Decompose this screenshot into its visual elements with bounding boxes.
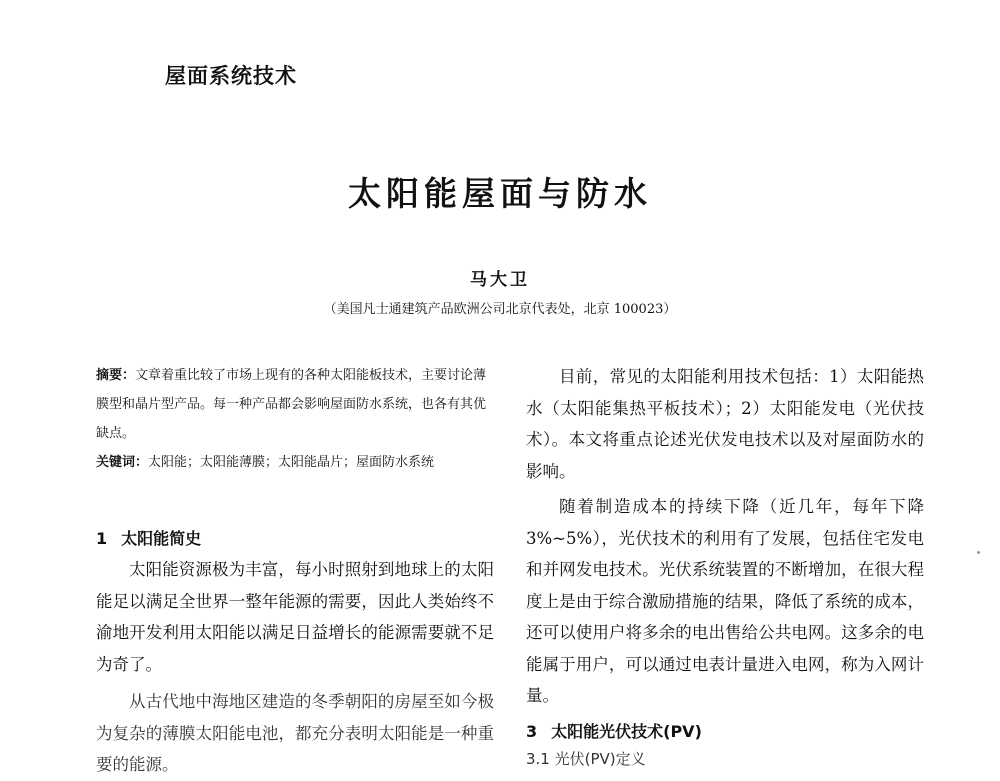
section-1-number: 1 <box>96 529 108 548</box>
body-paragraph-right-1: 目前，常见的太阳能利用技术包括：1）太阳能热水（太阳能集热平板技术）；2）太阳能发电（光伏技术）。本文将重点论述光伏发电技术以及对屋面防水的影响。 <box>526 367 924 481</box>
section-1-title: 太阳能简史 <box>121 529 202 548</box>
section-3-heading <box>526 719 702 742</box>
section-3-title: 太阳能光伏技术(PV) <box>551 722 702 741</box>
section-3-number: 3 <box>526 722 538 741</box>
keywords-text: 太阳能；太阳能薄膜；太阳能晶片；屋面防水系统 <box>148 455 435 470</box>
author-affiliation: （美国凡士通建筑产品欧洲公司北京代表处，北京 100023） <box>323 302 677 317</box>
article-title: 太阳能屋面与防水 <box>348 174 652 213</box>
keywords-line <box>96 448 496 477</box>
subsection-3-1-heading: 3.1 光伏(PV)定义 <box>526 750 646 768</box>
scan-speck <box>977 551 980 554</box>
abstract-paragraph <box>96 361 496 448</box>
abstract-label: 摘要： <box>96 368 136 383</box>
abstract-text: 文章着重比较了市场上现有的各种太阳能板技术，主要讨论薄膜型和晶片型产品。每一种产品都会影响屋面防水系统，也各有其优缺点。 <box>96 368 487 441</box>
journal-section-label: 屋面系统技术 <box>165 64 297 88</box>
body-paragraph-left-2: 从古代地中海地区建造的冬季朝阳的房屋至如今极为复杂的薄膜太阳能电池，都充分表明太阳能是一种重要的能源。 <box>96 692 494 774</box>
abstract-block <box>96 361 496 477</box>
body-paragraph-left-1: 太阳能资源极为丰富，每小时照射到地球上的太阳能足以满足全世界一整年能源的需要，因此人类始终不渝地开发利用太阳能以满足日益增长的能源需要就不足为奇了。 <box>96 560 494 674</box>
article-author: 马大卫 <box>470 270 530 290</box>
section-1-heading <box>96 526 201 549</box>
keywords-label: 关键词： <box>96 455 149 470</box>
body-paragraph-right-2: 随着制造成本的持续下降（近几年，每年下降3%~5%），光伏技术的利用有了发展，包括住宅发电和并网发电技术。光伏系统装置的不断增加，在很大程度上是由于综合激励措施的结果，降低了系统的成本，还可以使用户将多余的电出售给公共电网。这多余的电能属于用户，可以通过电表计量进入电网，称为入网计量。 <box>526 497 924 705</box>
